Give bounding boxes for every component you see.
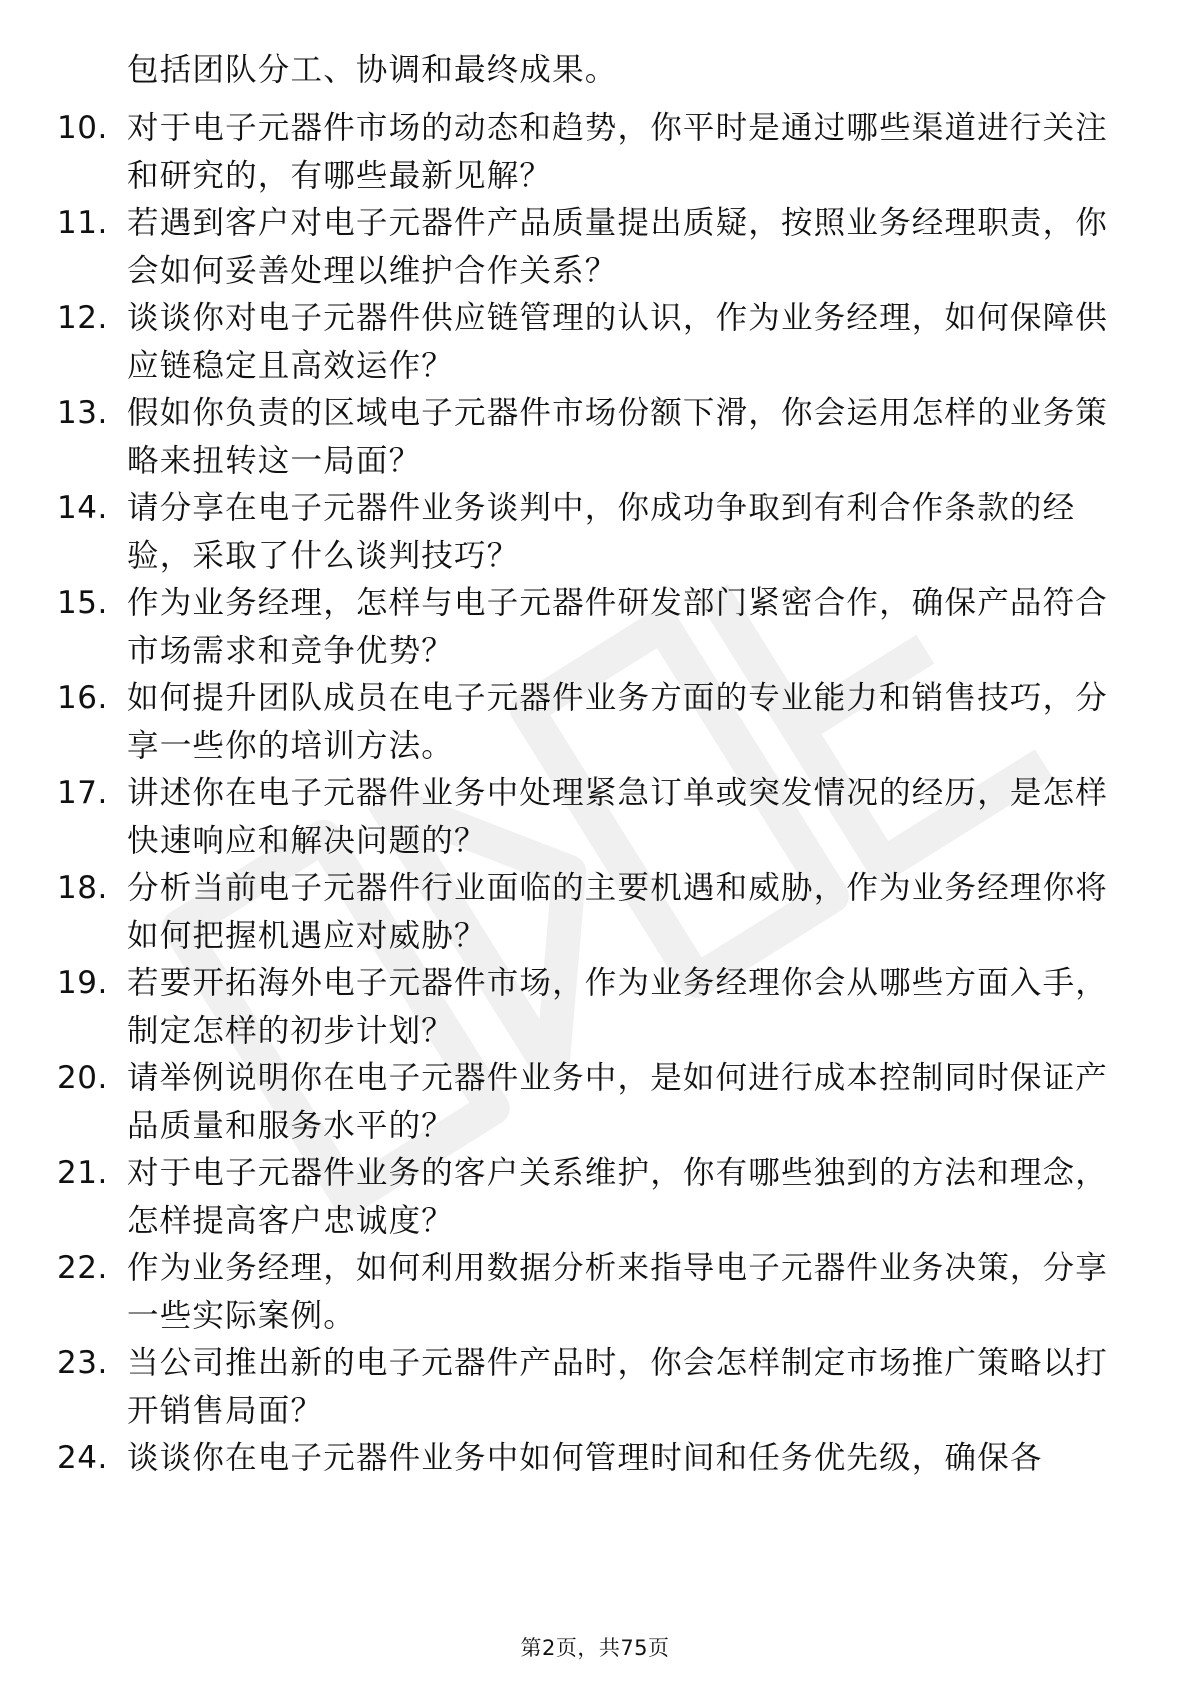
question-number: 24. [57, 1440, 108, 1476]
question-text: 对于电子元器件业务的客户关系维护，你有哪些独到的方法和理念，怎样提高客户忠诚度？ [127, 1155, 1109, 1239]
question-number: 21. [57, 1155, 108, 1191]
question-text: 作为业务经理，怎样与电子元器件研发部门紧密合作，确保产品符合市场需求和竞争优势？ [127, 585, 1109, 669]
question-number: 17. [57, 775, 108, 811]
question-text: 请举例说明你在电子元器件业务中，是如何进行成本控制同时保证产品质量和服务水平的？ [127, 1060, 1109, 1144]
question-number: 16. [57, 680, 108, 716]
question-text: 谈谈你在电子元器件业务中如何管理时间和任务优先级，确保各 [127, 1440, 1043, 1476]
question-text: 假如你负责的区域电子元器件市场份额下滑，你会运用怎样的业务策略来扭转这一局面？ [127, 395, 1109, 479]
question-text: 作为业务经理，如何利用数据分析来指导电子元器件业务决策，分享一些实际案例。 [127, 1250, 1109, 1334]
question-text: 谈谈你对电子元器件供应链管理的认识，作为业务经理，如何保障供应链稳定且高效运作？ [127, 300, 1109, 384]
question-number: 23. [57, 1345, 108, 1381]
question-text: 请分享在电子元器件业务谈判中，你成功争取到有利合作条款的经验，采取了什么谈判技巧？ [127, 490, 1076, 574]
page-footer: 第2页，共75页 [520, 1636, 670, 1660]
question-number: 12. [57, 300, 108, 336]
question-number: 10. [57, 110, 108, 146]
question-number: 22. [57, 1250, 108, 1286]
question-text: 若遇到客户对电子元器件产品质量提出质疑，按照业务经理职责，你会如何妥善处理以维护合作关系？ [127, 205, 1109, 289]
question-text: 分析当前电子元器件行业面临的主要机遇和威胁，作为业务经理你将如何把握机遇应对威胁？ [127, 870, 1109, 954]
question-number: 14. [57, 490, 108, 526]
question-number: 11. [57, 205, 108, 241]
question-number: 18. [57, 870, 108, 906]
question-text: 若要开拓海外电子元器件市场，作为业务经理你会从哪些方面入手，制定怎样的初步计划？ [127, 965, 1109, 1049]
question-text: 如何提升团队成员在电子元器件业务方面的专业能力和销售技巧，分享一些你的培训方法。 [127, 680, 1109, 764]
question-number: 19. [57, 965, 108, 1001]
question-text: 讲述你在电子元器件业务中处理紧急订单或突发情况的经历，是怎样快速响应和解决问题的？ [127, 775, 1109, 859]
question-number: 20. [57, 1060, 108, 1096]
question-text: 对于电子元器件市场的动态和趋势，你平时是通过哪些渠道进行关注和研究的，有哪些最新见解？ [127, 110, 1109, 194]
continuation-text: 包括团队分工、协调和最终成果。 [127, 52, 618, 88]
question-number: 13. [57, 395, 108, 431]
question-text: 当公司推出新的电子元器件产品时，你会怎样制定市场推广策略以打开销售局面？ [127, 1345, 1109, 1429]
question-number: 15. [57, 585, 108, 621]
